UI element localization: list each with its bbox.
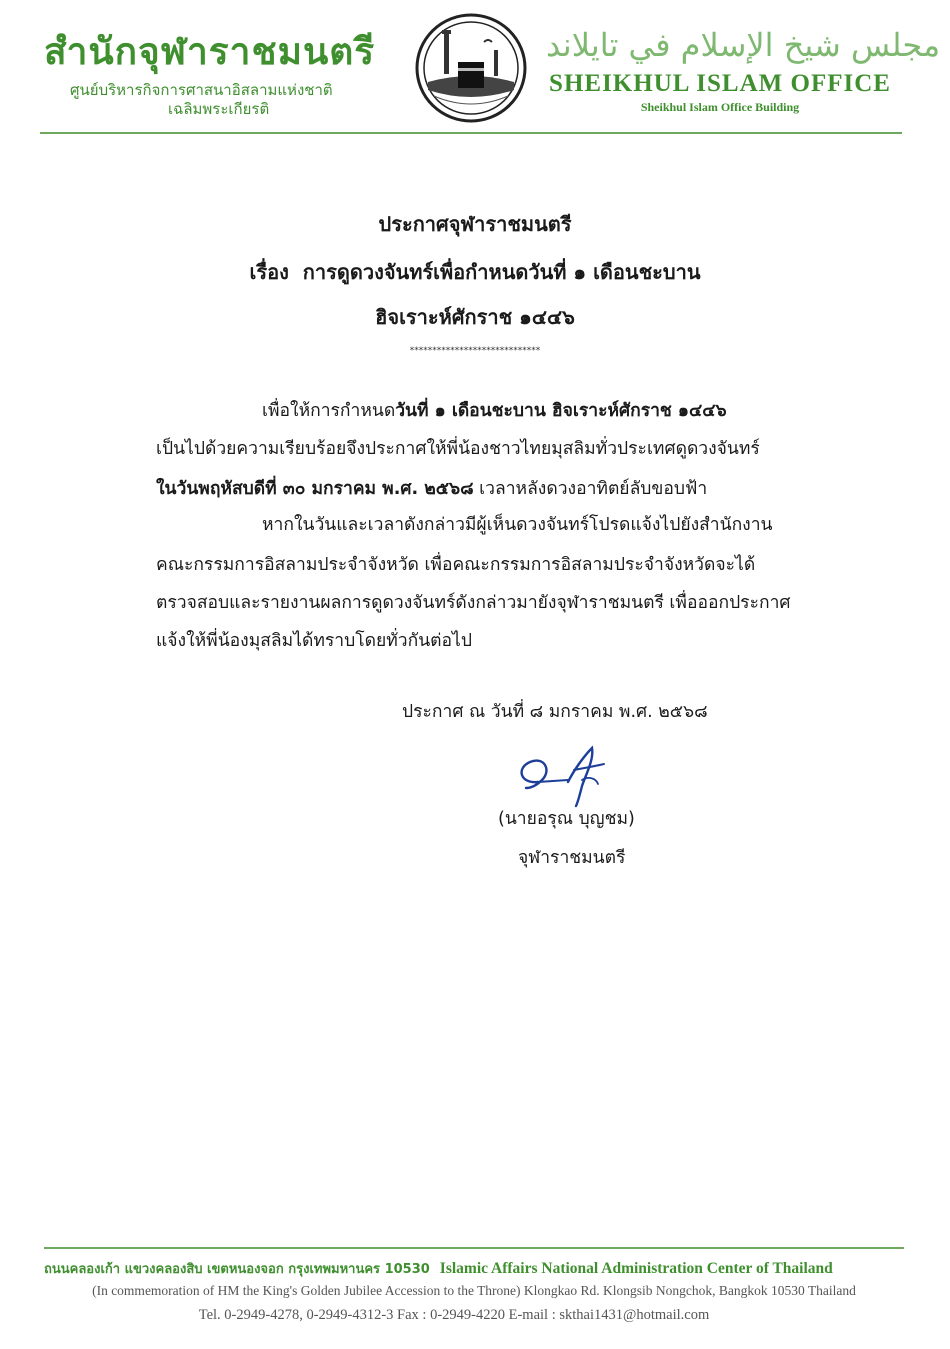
body-line-2: เป็นไปด้วยความเรียบร้อยจึงประกาศให้พี่น้องชาวไทยมุสลิมทั่วประเทศดูดวงจันทร์ [156,439,760,459]
footer-address-english: (In commemoration of HM the King's Golden Jubilee Accession to the Throne) Klongkao Rd. Klongsib Nongchok, Bangkok 10530 Thailand [92,1283,856,1298]
announcement-date: ประกาศ ณ วันที่ ๘ มกราคม พ.ศ. ๒๕๖๘ [402,702,708,722]
subject-label: เรื่อง [249,260,289,284]
signer-title: จุฬาราชมนตรี [518,848,626,868]
office-building-english: Sheikhul Islam Office Building [640,100,800,114]
office-name-arabic: مجلس شيخ الإسلام في تايلاند [546,26,941,64]
body-line-1-text: เพื่อให้การกำหนด [262,401,396,421]
body-line-6: ตรวจสอบและรายงานผลการดูดวงจันทร์ดังกล่าวมายังจุฬาราชมนตรี เพื่อออกประกาศ [156,593,791,613]
body-line-3-bold: ในวันพฤหัสบดีที่ ๓๐ มกราคม พ.ศ. ๒๕๖๘ [156,479,474,499]
announcement-subject [0,256,950,288]
body-line-1-bold: วันที่ ๑ เดือนชะบาน ฮิจเราะห์ศักราช ๑๔๔๖ [395,401,727,421]
body-line-5: คณะกรรมการอิสลามประจำจังหวัด เพื่อคณะกรรมการอิสลามประจำจังหวัดจะได้ [156,555,756,575]
footer-divider [44,1247,904,1249]
footer-address-thai: ถนนคลองเก้า แขวงคลองสิบ เขตหนองจอก กรุงเทพมหานคร 10530 [44,1262,430,1277]
office-subtitle-thai: ศูนย์บริหารกิจการศาสนาอิสลามแห่งชาติ [70,81,333,99]
office-subtitle-thai-2: เฉลิมพระเกียรติ [168,100,270,118]
body-line-7: แจ้งให้พี่น้องมุสลิมได้ทราบโดยทั่วกันต่อไป [156,631,472,651]
office-name-thai: สำนักจุฬาราชมนตรี [44,30,376,73]
letterhead [0,0,950,140]
footer-center-name: Islamic Affairs National Administration Center of Thailand [439,1260,833,1277]
header-divider [40,132,902,134]
announcement-title: ประกาศจุฬาราชมนตรี [378,212,572,236]
subject-text: การดูดวงจันทร์เพื่อกำหนดวันที่ ๑ เดือนชะบาน [302,260,701,284]
body-line-1 [262,396,727,424]
office-seal-logo [414,12,528,124]
separator-stars: ***************************** [409,346,541,356]
signer-name: (นายอรุณ บุญชม) [498,809,635,829]
signature-image [508,742,626,808]
body-line-3-text: เวลาหลังดวงอาทิตย์ลับขอบฟ้า [473,479,708,499]
footer-contact: Tel. 0-2949-4278, 0-2949-4312-3 Fax : 0-2949-4220 E-mail : skthai1431@hotmail.com [198,1307,710,1323]
body-line-3 [156,474,707,502]
footer-address-line [44,1258,904,1279]
office-name-english: SHEIKHUL ISLAM OFFICE [549,70,891,97]
body-line-4: หากในวันและเวลาดังกล่าวมีผู้เห็นดวงจันทร์โปรดแจ้งไปยังสำนักงาน [262,515,773,535]
announcement-year: ฮิจเราะห์ศักราช ๑๔๔๖ [375,305,575,329]
